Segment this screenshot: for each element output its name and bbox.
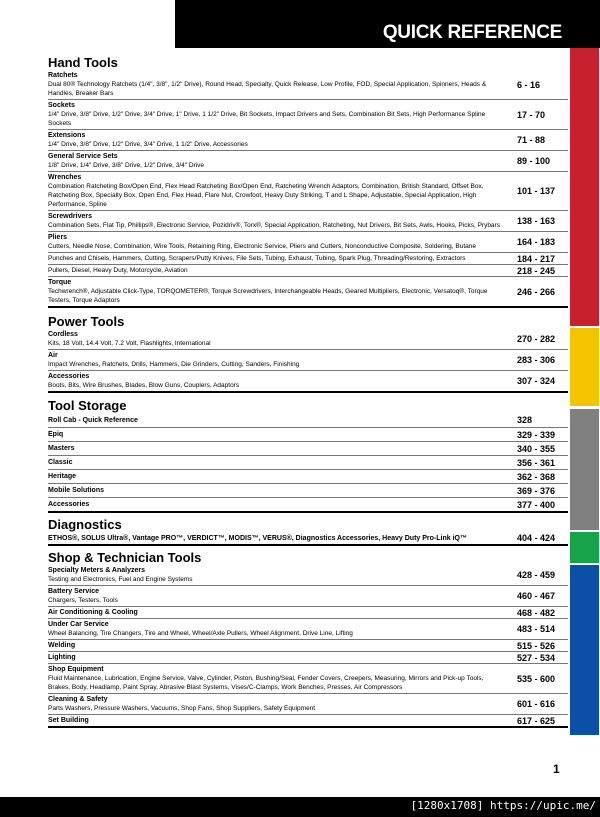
entry-row <box>48 455 568 469</box>
entry-text <box>48 429 503 440</box>
entry-text <box>48 329 503 349</box>
entry-heading: Specialty Meters & Analyzers <box>48 567 146 574</box>
entry-row <box>48 693 568 714</box>
entry-description: Pullers, Diesel, Heavy Duty, Motorcycle, Aviation <box>48 267 188 274</box>
band-power-tools <box>570 328 599 406</box>
entry-heading: Set Building <box>48 717 89 724</box>
entry-row <box>48 427 568 441</box>
entry-text <box>48 533 503 544</box>
entry-text <box>48 130 503 150</box>
page-range: 428 - 459 <box>517 570 556 580</box>
page-number: 1 <box>553 762 560 776</box>
page-range: 601 - 616 <box>517 699 556 709</box>
entry-text <box>48 253 503 264</box>
entry-heading: Screwdrivers <box>48 213 92 220</box>
page-range: 515 - 526 <box>517 640 556 651</box>
entry-row <box>48 171 568 210</box>
page-range: 329 - 339 <box>517 429 556 440</box>
entry-text <box>48 371 503 391</box>
page-range: 483 - 514 <box>517 624 556 634</box>
entry-text <box>48 471 503 482</box>
entry-row <box>48 651 568 663</box>
entry-heading: Masters <box>48 445 75 452</box>
entry-text <box>48 586 503 606</box>
entry-text <box>48 415 503 426</box>
page-range: 617 - 625 <box>517 715 556 726</box>
entry-row <box>48 129 568 150</box>
page-range: 369 - 376 <box>517 485 556 496</box>
entry-text <box>48 100 503 129</box>
entry-description: Combination Sets, Flat Tip, Phillips®, Electronic Service, Pozidriv®, Torx®, Special Application, Ratcheting, Nut Drivers, Bit Sets, Awls, Hooks, Picks, Prybars <box>48 222 500 229</box>
entry-text <box>48 172 503 210</box>
section <box>48 55 568 308</box>
entry-description: Techwrench®, Adjustable Click-Type, TORQOMETER®, Torque Screwdrivers, Interchangeable Heads, Geared Multipliers, Electronic, Versatoq®, Torque Testers, Torque Adaptors <box>48 288 488 304</box>
section-title: Diagnostics <box>48 517 122 532</box>
entry-row <box>48 231 568 252</box>
entry-text <box>48 443 503 454</box>
page-range: 101 - 137 <box>517 186 556 196</box>
page-range: 218 - 245 <box>517 265 556 276</box>
band-diagnostics <box>570 532 599 563</box>
page-range: 184 - 217 <box>517 253 556 264</box>
entry-heading: Cleaning & Safety <box>48 696 108 703</box>
entry-row <box>48 618 568 639</box>
entry-text <box>48 565 503 585</box>
page-range: 6 - 16 <box>517 79 541 90</box>
entry-description: Impact Wrenches, Ratchets, Drills, Hammers, Die Grinders, Cutting, Sanders, Finishing <box>48 361 300 368</box>
entry-text <box>48 265 503 276</box>
entry-heading: Accessories <box>48 373 90 380</box>
entry-row <box>48 565 568 585</box>
page-range: 377 - 400 <box>517 499 556 510</box>
entry-heading: Torque <box>48 279 72 286</box>
entry-row <box>48 714 568 726</box>
entry-heading: General Service Sets <box>48 153 118 160</box>
entry-text <box>48 151 503 171</box>
page-range: 246 - 266 <box>517 286 556 297</box>
page-range: 404 - 424 <box>517 533 556 543</box>
entry-row <box>48 370 568 391</box>
entry-heading: Welding <box>48 642 76 649</box>
entry-row <box>48 663 568 693</box>
entry-row <box>48 532 568 544</box>
entry-text <box>48 694 503 714</box>
entry-text <box>48 607 503 618</box>
entry-heading: Epiq <box>48 431 64 438</box>
entry-heading: Under Car Service <box>48 621 109 628</box>
entry-description: 1/4" Drive, 3/8" Drive, 1/2" Drive, 3/4" Drive, 1" Drive, 1 1/2" Drive, Bit Sockets, Impact Drivers and Sets, Combination Bit Sets, High Performance Spline Sockets <box>48 111 486 127</box>
entry-heading: ETHOS®, SOLUS Ultra®, Vantage PRO™, VERDICT™, MODIS™, VERUS®, Diagnostics Accessories, Heavy Duty Pro-Link iQ™ <box>48 534 467 542</box>
entry-description: Cutters, Needle Nose, Combination, Wire Tools, Retaining Ring, Electronic Service, Pliers and Cutters, Nonconductive Composite, Soldering, Butane <box>48 243 477 250</box>
entry-description: Punches and Chisels, Hammers, Cutting, Scrapers/Putty Knives, File Sets, Tubing, Exhaust, Tubing, Spark Plug, Threading/Restoring, Extractors <box>48 255 466 262</box>
entry-text <box>48 232 503 252</box>
entry-row <box>48 70 568 99</box>
entry-text <box>48 652 503 663</box>
page-range: 71 - 88 <box>517 135 546 145</box>
page-range: 17 - 70 <box>517 109 546 120</box>
entry-heading: Wrenches <box>48 174 82 181</box>
entry-row <box>48 413 568 427</box>
page-range: 468 - 482 <box>517 607 556 618</box>
entry-text <box>48 499 503 510</box>
entry-row <box>48 210 568 231</box>
entry-row <box>48 349 568 370</box>
entry-row <box>48 264 568 276</box>
page-range: 307 - 324 <box>517 376 556 386</box>
entry-heading: Cordless <box>48 331 78 338</box>
entry-heading: Classic <box>48 459 73 466</box>
section-title: Power Tools <box>48 314 125 329</box>
entry-heading: Mobile Solutions <box>48 487 104 494</box>
entry-row <box>48 99 568 129</box>
entry-row <box>48 150 568 171</box>
entry-row <box>48 441 568 455</box>
section <box>48 550 568 728</box>
entry-row <box>48 276 568 306</box>
entry-row <box>48 252 568 264</box>
page-range: 270 - 282 <box>517 334 556 344</box>
entry-description: Chargers, Testers, Tools <box>48 597 118 604</box>
entry-heading: Lighting <box>48 654 76 661</box>
entry-heading: Heritage <box>48 473 77 480</box>
entry-heading: Air Conditioning & Cooling <box>48 609 138 616</box>
entry-description: Wheel Balancing, Tire Changers, Tire and Wheel, Wheel/Axle Pullers, Wheel Alignment, Drive Line, Lifting <box>48 630 353 637</box>
entry-text <box>48 350 503 370</box>
entry-heading: Accessories <box>48 501 90 508</box>
entry-row <box>48 606 568 618</box>
entry-description: Dual 80® Technology Ratchets (1/4", 3/8", 1/2" Drive), Round Head, Specialty, Quick Release, Low Profile, FOD, Special Application, Spinners, Heads & Handles, Breaker Bars <box>48 81 487 97</box>
entry-text <box>48 211 503 231</box>
page-range: 340 - 355 <box>517 443 556 454</box>
page-range: 138 - 163 <box>517 216 556 226</box>
page-range: 527 - 534 <box>517 652 556 663</box>
entry-row <box>48 329 568 349</box>
entry-text <box>48 70 503 99</box>
entry-text <box>48 485 503 496</box>
entry-text <box>48 277 503 306</box>
entry-heading: Shop Equipment <box>48 666 104 673</box>
entry-heading: Battery Service <box>48 588 99 595</box>
page-range: 460 - 467 <box>517 591 556 601</box>
entry-description: Fluid Maintenance, Lubrication, Engine Service, Valve, Cylinder, Piston, Bushing/Seal, Fender Covers, Creepers, Measuring, Mirrors and Pick-up Tools, Brakes, Body, Headlamp, Paint Spray, Abrasive Blast Systems, Vises/C-Clamps, Work Benches, Presses, Air Compressors <box>48 675 484 691</box>
entry-text <box>48 640 503 651</box>
page-range: 362 - 368 <box>517 471 556 482</box>
section <box>48 517 568 546</box>
page-title: QUICK REFERENCE <box>382 22 562 43</box>
entry-heading: Sockets <box>48 102 75 109</box>
entry-heading: Roll Cab - Quick Reference <box>48 416 138 424</box>
page-range: 356 - 361 <box>517 457 556 468</box>
band-hand-tools <box>570 48 599 326</box>
entry-text <box>48 664 503 693</box>
image-footer: [1280x1708] https://upic.me/ <box>410 799 596 812</box>
entry-description: Testing and Electronics, Fuel and Engine Systems <box>48 576 193 583</box>
entry-row <box>48 483 568 497</box>
reference-table <box>48 55 568 728</box>
page-range: 164 - 183 <box>517 237 556 247</box>
entry-row <box>48 497 568 511</box>
entry-description: Kits, 18 Volt, 14.4 Volt, 7.2 Volt, Flashlights, International <box>48 340 211 347</box>
entry-description: Combination Ratcheting Box/Open End, Flex Head Ratcheting Box/Open End, Ratcheting Wrench Adaptors, Combination, British Standard, Offset Box, Ratcheting Box, Specialty Box, Open End, Flex Head, Flare Nut, Crowfoot, Heavy Duty Striking, T and L Shape, Adjustable, Special Application, High Performance, Spline <box>48 183 484 208</box>
page-range: 328 <box>517 415 533 425</box>
entry-description: Parts Washers, Pressure Washers, Vacuums, Shop Fans, Shop Suppliers, Safety Equipment <box>48 705 316 712</box>
entry-description: Boots, Bits, Wire Brushes, Blades, Blow Guns, Couplers, Adaptors <box>48 382 240 389</box>
band-tool-storage <box>570 409 599 530</box>
entry-text <box>48 619 503 639</box>
entry-row <box>48 639 568 651</box>
header-bar <box>175 0 600 48</box>
page-range: 89 - 100 <box>517 156 551 166</box>
entry-heading: Extensions <box>48 132 86 139</box>
entry-row <box>48 585 568 606</box>
entry-description: 1/8" Drive, 1/4" Drive, 3/8" Drive, 1/2" Drive, 3/4" Drive <box>48 162 205 169</box>
page-range: 535 - 600 <box>517 673 556 684</box>
entry-text <box>48 457 503 468</box>
section-title: Tool Storage <box>48 398 127 413</box>
section <box>48 398 568 513</box>
page-range: 283 - 306 <box>517 355 556 365</box>
entry-heading: Ratchets <box>48 72 78 79</box>
entry-heading: Pliers <box>48 234 68 241</box>
entry-description: 1/4" Drive, 3/8" Drive, 1/2" Drive, 3/4" Drive, 1 1/2" Drive, Accessories <box>48 141 248 148</box>
entry-text <box>48 715 503 726</box>
section-title: Hand Tools <box>48 55 118 70</box>
band-shop-tools <box>570 565 599 735</box>
entry-row <box>48 469 568 483</box>
entry-heading: Air <box>48 352 58 359</box>
section <box>48 314 568 393</box>
section-title: Shop & Technician Tools <box>48 550 202 565</box>
